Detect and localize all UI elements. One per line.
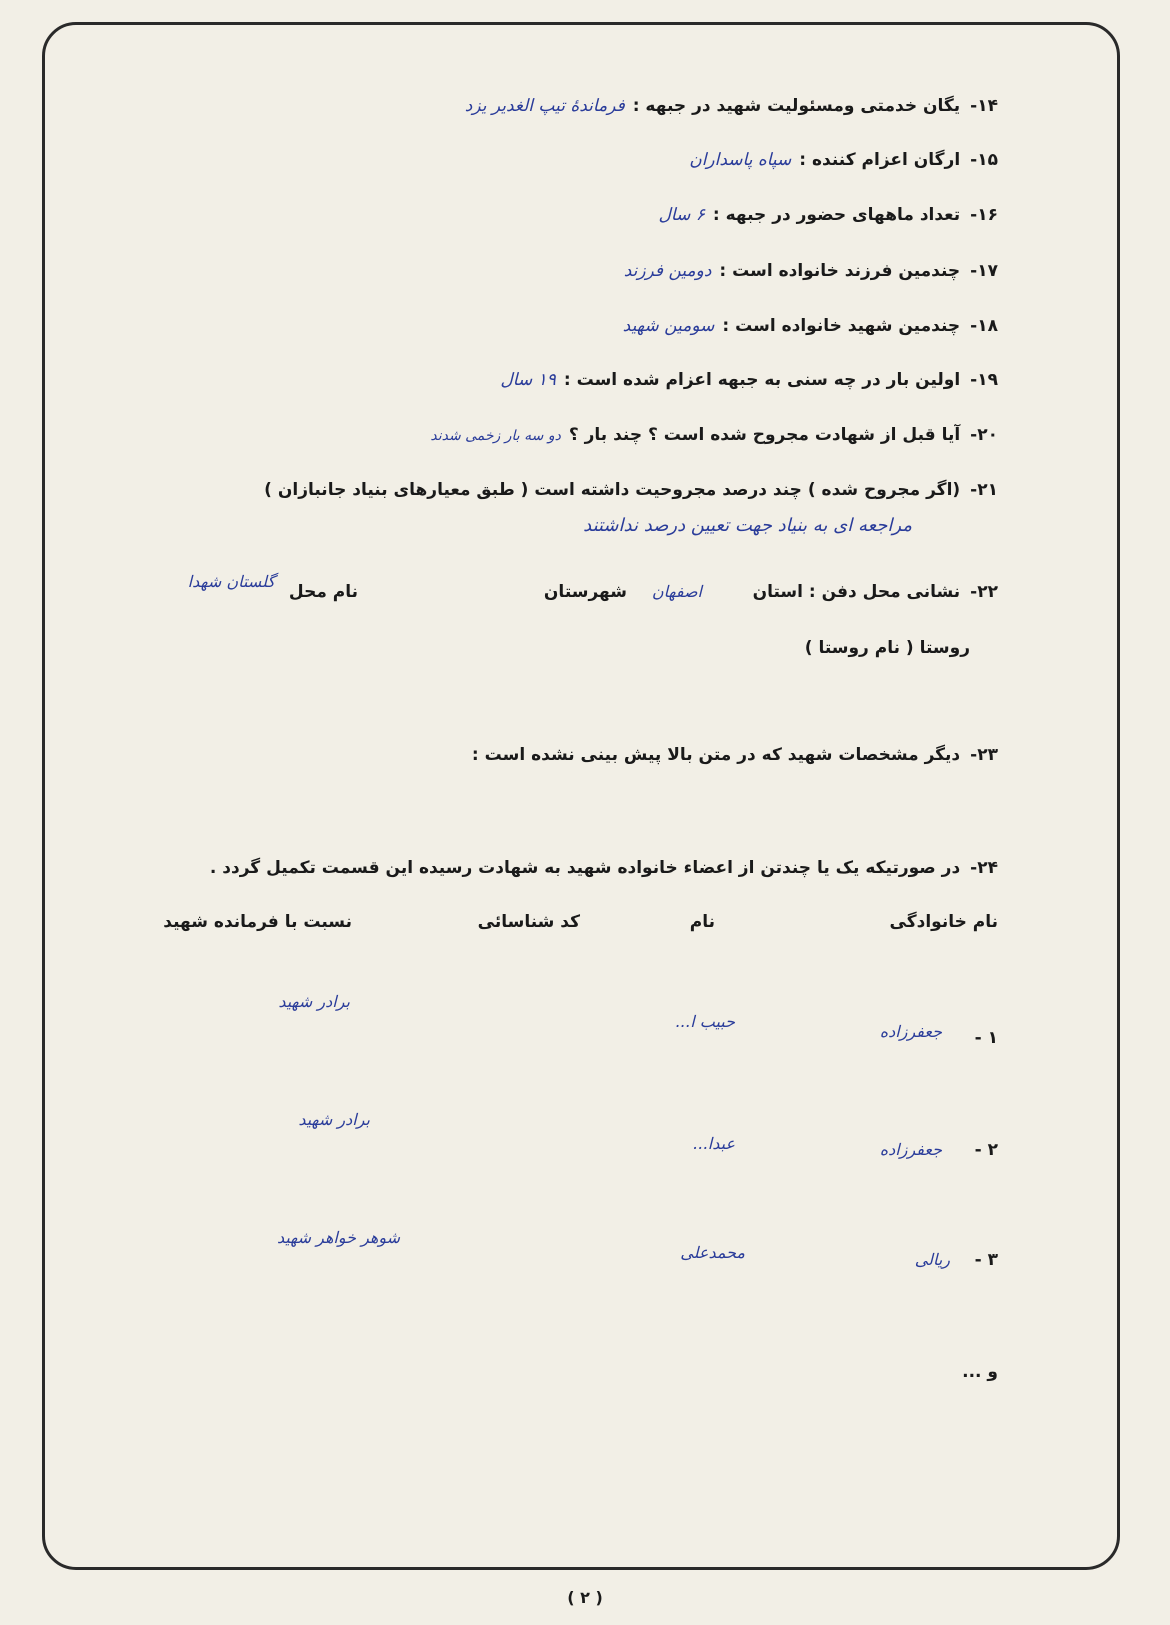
handwritten-family: جعفرزاده xyxy=(879,1022,942,1041)
handwritten-family: جعفرزاده xyxy=(879,1140,942,1159)
question-16 xyxy=(659,205,998,225)
page-border xyxy=(42,22,1120,1570)
handwritten-name: محمدعلی xyxy=(680,1243,745,1262)
question-23 xyxy=(472,745,998,765)
question-label: دیگر مشخصات شهید که در متن بالا پیش بینی نشده است : xyxy=(471,745,961,765)
handwritten-family: ریالی xyxy=(914,1250,950,1269)
header-id-code: کد شناسائی xyxy=(477,912,580,932)
question-number: ۲۲- xyxy=(970,582,998,602)
handwritten-name: حبیب ا... xyxy=(674,1012,735,1031)
handwritten-relation: برادر شهید xyxy=(298,1110,370,1129)
handwritten-city: اصفهان xyxy=(651,582,702,601)
page-number: ( ۲ ) xyxy=(567,1588,603,1607)
question-number: ۱۶- xyxy=(970,205,998,225)
handwritten-answer: ۱۹ سال xyxy=(500,370,556,390)
question-label: اولین بار در چه سنی به جبهه اعزام شده است : xyxy=(563,370,961,390)
village-label: روستا ( نام روستا ) xyxy=(804,638,970,658)
question-number: ۲۰- xyxy=(970,425,998,445)
question-number: ۱۷- xyxy=(970,261,998,281)
header-name: نام xyxy=(689,912,715,932)
handwritten-place: گلستان شهدا xyxy=(187,572,275,591)
question-label: یگان خدمتی ومسئولیت شهید در جبهه : xyxy=(632,96,961,116)
question-number: ۱۵- xyxy=(970,150,998,170)
question-number: ۲۳- xyxy=(970,745,998,765)
question-label: در صورتیکه یک یا چندتن از اعضاء خانواده شهید به شهادت رسیده این قسمت تکمیل گردد . xyxy=(209,858,961,878)
question-label: (اگر مجروح شده ) چند درصد مجروحیت داشته است ( طبق معیارهای بنیاد جانبازان ) xyxy=(264,480,961,500)
handwritten-answer: مراجعه ای به بنیاد جهت تعیین درصد نداشتند xyxy=(583,515,912,536)
etc-marker: و ... xyxy=(962,1362,998,1382)
question-20 xyxy=(430,425,998,445)
handwritten-answer: سپاه پاسداران xyxy=(689,150,792,170)
header-family-name: نام خانوادگی xyxy=(889,912,998,932)
question-17 xyxy=(624,261,998,281)
place-label: نام محل xyxy=(288,582,358,602)
question-19 xyxy=(500,370,998,390)
handwritten-answer: ۶ سال xyxy=(658,205,705,225)
question-15 xyxy=(689,150,998,170)
row-index: ۱ - xyxy=(974,1028,998,1048)
question-label: تعداد ماههای حضور در جبهه : xyxy=(712,205,961,225)
question-number: ۲۱- xyxy=(970,480,998,500)
question-number: ۱۸- xyxy=(970,316,998,336)
question-label: چندمین فرزند خانواده است : xyxy=(719,261,961,281)
row-index: ۲ - xyxy=(974,1140,998,1160)
question-18 xyxy=(623,316,998,336)
question-22 xyxy=(753,582,998,602)
question-24 xyxy=(210,858,998,878)
city-label: شهرستان xyxy=(543,582,627,602)
question-21 xyxy=(264,480,998,500)
handwritten-relation: شوهر خواهر شهید xyxy=(277,1228,400,1247)
header-relation: نسبت با فرمانده شهید xyxy=(163,912,352,932)
question-14 xyxy=(465,96,998,116)
handwritten-answer: دومین فرزند xyxy=(623,261,712,281)
question-label: ارگان اعزام کننده : xyxy=(799,150,961,170)
question-label: آیا قبل از شهادت مجروح شده است ؟ چند بار ؟ xyxy=(568,425,961,445)
handwritten-relation: برادر شهید xyxy=(278,992,350,1011)
handwritten-name: عبدا... xyxy=(692,1134,735,1153)
question-number: ۲۴- xyxy=(970,858,998,878)
handwritten-answer: سومین شهید xyxy=(622,316,715,336)
handwritten-answer: دو سه بار زخمی شدند xyxy=(430,428,561,444)
row-index: ۳ - xyxy=(974,1250,998,1270)
question-label: نشانی محل دفن : استان xyxy=(752,582,961,602)
question-number: ۱۹- xyxy=(970,370,998,390)
handwritten-answer: فرماندهٔ تیپ الغدیر یزد xyxy=(464,96,625,116)
question-number: ۱۴- xyxy=(970,96,998,116)
question-label: چندمین شهید خانواده است : xyxy=(722,316,961,336)
